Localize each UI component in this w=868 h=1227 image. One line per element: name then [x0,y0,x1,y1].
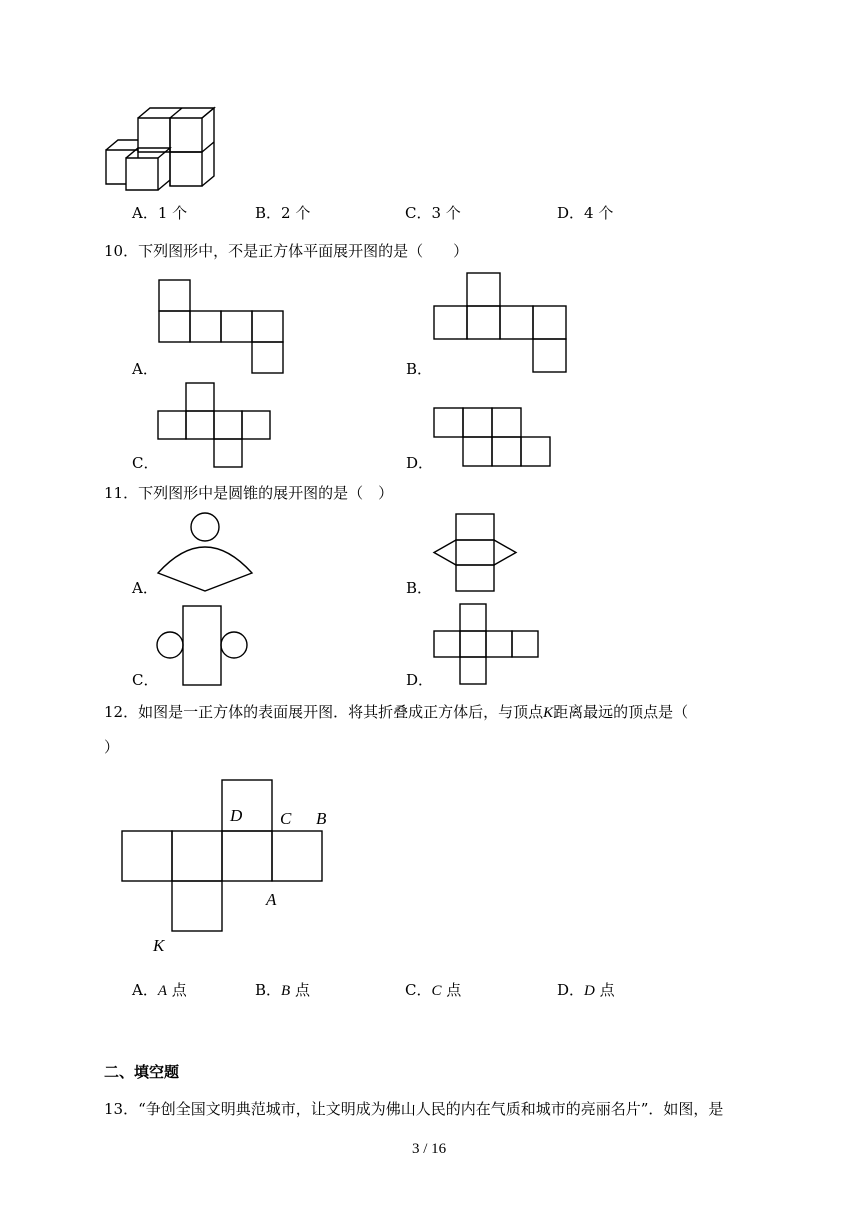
q9-option-d[interactable]: D．4 个 [557,204,614,222]
q11-label-d[interactable]: D． [406,671,434,689]
q12-option-b[interactable]: B．B 点 [255,981,310,999]
q12-stem: 12．如图是一正方体的表面展开图．将其折叠成正方体后，与顶点K距离最远的顶点是（ [104,703,689,721]
q11-label-c[interactable]: C． [132,671,159,689]
q12-vertex-b: B [316,809,327,828]
q12-option-d[interactable]: D．D 点 [557,981,615,999]
q10-stem: 10．下列图形中，不是正方体平面展开图的是（ ） [104,242,469,260]
q12-cube-net-figure [120,778,330,933]
section-title-fill-in: 二、填空题 [104,1063,180,1081]
q10-net-b [432,272,572,372]
q10-label-c[interactable]: C． [132,454,159,472]
q11-figure-a [156,511,256,593]
q11-stem: 11．下列图形中是圆锥的展开图的是（ ） [104,484,394,502]
q11-figure-d [433,603,543,685]
q12-option-c[interactable]: C．C 点 [405,981,462,999]
q12-vertex-c: C [280,809,292,828]
q12-option-a[interactable]: A．A 点 [132,981,187,999]
q9-option-a[interactable]: A．1 个 [132,204,188,222]
q11-label-b[interactable]: B． [406,579,433,597]
q12-vertex-k: K [153,936,165,955]
q12-vertex-d: D [230,806,243,825]
q11-label-a[interactable]: A． [132,579,158,597]
q10-net-d [433,407,553,469]
q10-label-d[interactable]: D． [406,454,434,472]
q11-figure-b [432,513,522,593]
q13-stem: 13．“争创全国文明典范城市，让文明成为佛山人民的内在气质和城市的亮丽名片”．如图，是 [104,1100,724,1118]
q9-option-b[interactable]: B．2 个 [255,204,311,222]
q11-figure-c [155,605,250,687]
q10-net-a [158,279,288,374]
q9-option-c[interactable]: C．3 个 [405,204,461,222]
q10-net-c [157,382,272,468]
q9-cube-stack-figure [104,104,224,194]
q12-vertex-a: A [266,890,277,909]
page-number: 3 / 16 [412,1141,447,1157]
q10-label-b[interactable]: B． [406,360,433,378]
q12-stem-line2: ） [104,738,120,756]
q10-label-a[interactable]: A． [132,360,158,378]
